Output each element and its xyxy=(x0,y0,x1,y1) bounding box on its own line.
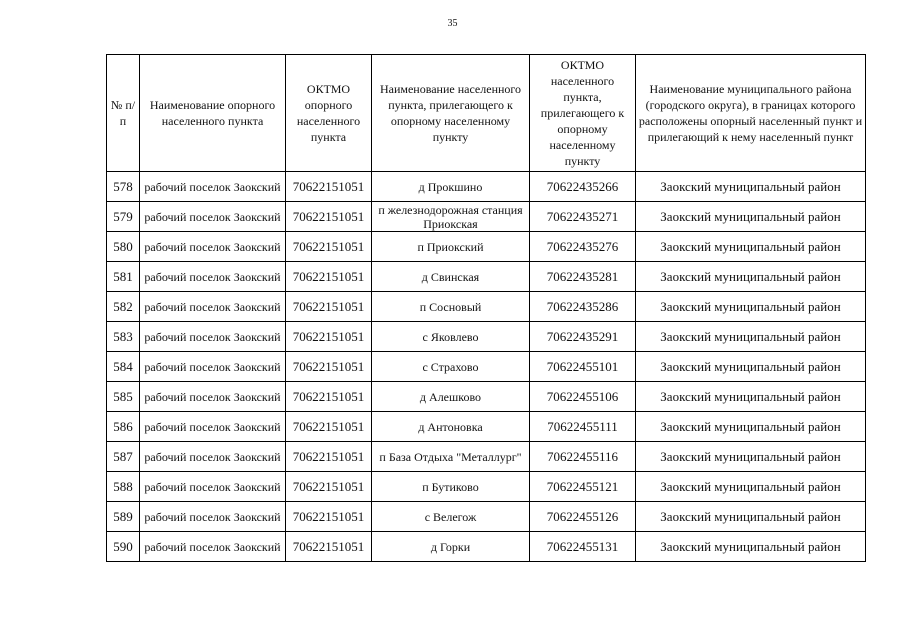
table-row xyxy=(107,502,866,532)
table-header-row xyxy=(107,55,866,172)
row-number: 585 xyxy=(107,382,140,412)
row-number: 582 xyxy=(107,292,140,322)
row-number: 587 xyxy=(107,442,140,472)
municipal-district-name: Заокский муниципальный район xyxy=(636,262,866,292)
reference-settlement-name: рабочий поселок Заокский xyxy=(140,412,286,442)
adjacent-settlement-oktmo: 70622435271 xyxy=(530,202,636,232)
row-number: 583 xyxy=(107,322,140,352)
reference-settlement-oktmo: 70622151051 xyxy=(286,442,372,472)
header-ref-name: Наименование опорного населенного пункта xyxy=(140,55,286,172)
municipal-district-name: Заокский муниципальный район xyxy=(636,232,866,262)
table-row xyxy=(107,442,866,472)
municipal-district-name: Заокский муниципальный район xyxy=(636,292,866,322)
reference-settlement-oktmo: 70622151051 xyxy=(286,292,372,322)
reference-settlement-oktmo: 70622151051 xyxy=(286,322,372,352)
reference-settlement-name: рабочий поселок Заокский xyxy=(140,442,286,472)
municipal-district-name: Заокский муниципальный район xyxy=(636,472,866,502)
reference-settlement-name: рабочий поселок Заокский xyxy=(140,382,286,412)
table-row xyxy=(107,232,866,262)
row-number: 588 xyxy=(107,472,140,502)
header-ref-oktmo: ОКТМО опорного населенного пункта xyxy=(286,55,372,172)
table-row xyxy=(107,532,866,562)
adjacent-settlement-oktmo: 70622455106 xyxy=(530,382,636,412)
row-number: 578 xyxy=(107,172,140,202)
adjacent-settlement-name: п Бутиково xyxy=(372,472,530,502)
reference-settlement-name: рабочий поселок Заокский xyxy=(140,232,286,262)
table-row xyxy=(107,352,866,382)
reference-settlement-oktmo: 70622151051 xyxy=(286,502,372,532)
row-number: 589 xyxy=(107,502,140,532)
table-row xyxy=(107,292,866,322)
table-row xyxy=(107,202,866,232)
adjacent-settlement-name: д Горки xyxy=(372,532,530,562)
table-row xyxy=(107,172,866,202)
reference-settlement-oktmo: 70622151051 xyxy=(286,262,372,292)
reference-settlement-oktmo: 70622151051 xyxy=(286,382,372,412)
reference-settlement-oktmo: 70622151051 xyxy=(286,352,372,382)
adjacent-settlement-name: с Яковлево xyxy=(372,322,530,352)
municipal-district-name: Заокский муниципальный район xyxy=(636,382,866,412)
reference-settlement-oktmo: 70622151051 xyxy=(286,412,372,442)
adjacent-settlement-oktmo: 70622455101 xyxy=(530,352,636,382)
reference-settlement-name: рабочий поселок Заокский xyxy=(140,292,286,322)
reference-settlement-name: рабочий поселок Заокский xyxy=(140,172,286,202)
reference-settlement-name: рабочий поселок Заокский xyxy=(140,532,286,562)
reference-settlement-oktmo: 70622151051 xyxy=(286,172,372,202)
municipal-district-name: Заокский муниципальный район xyxy=(636,442,866,472)
reference-settlement-name: рабочий поселок Заокский xyxy=(140,202,286,232)
settlements-table xyxy=(106,54,866,562)
adjacent-settlement-name: д Алешково xyxy=(372,382,530,412)
reference-settlement-name: рабочий поселок Заокский xyxy=(140,262,286,292)
adjacent-settlement-name: с Страхово xyxy=(372,352,530,382)
adjacent-settlement-name: п База Отдыха "Металлург" xyxy=(372,442,530,472)
table-row xyxy=(107,472,866,502)
row-number: 584 xyxy=(107,352,140,382)
municipal-district-name: Заокский муниципальный район xyxy=(636,532,866,562)
adjacent-settlement-oktmo: 70622435286 xyxy=(530,292,636,322)
row-number: 581 xyxy=(107,262,140,292)
row-number: 586 xyxy=(107,412,140,442)
table-row xyxy=(107,412,866,442)
adjacent-settlement-oktmo: 70622455116 xyxy=(530,442,636,472)
header-near-name: Наименование населенного пункта, прилегающего к опорному населенному пункту xyxy=(372,55,530,172)
reference-settlement-name: рабочий поселок Заокский xyxy=(140,352,286,382)
adjacent-settlement-oktmo: 70622435276 xyxy=(530,232,636,262)
reference-settlement-name: рабочий поселок Заокский xyxy=(140,472,286,502)
adjacent-settlement-oktmo: 70622455111 xyxy=(530,412,636,442)
page-number: 35 xyxy=(447,18,458,29)
adjacent-settlement-name: п железнодорожная станция Приокская xyxy=(372,202,530,232)
table-row xyxy=(107,382,866,412)
adjacent-settlement-name: п Приокский xyxy=(372,232,530,262)
table-row xyxy=(107,262,866,292)
header-district: Наименование муниципального района (городского округа), в границах которого расположены опорный населенный пункт и прилегающий к нему населенный пункт xyxy=(636,55,866,172)
header-near-oktmo: ОКТМО населенного пункта, прилегающего к опорному населенному пункту xyxy=(530,55,636,172)
adjacent-settlement-oktmo: 70622455126 xyxy=(530,502,636,532)
reference-settlement-oktmo: 70622151051 xyxy=(286,532,372,562)
municipal-district-name: Заокский муниципальный район xyxy=(636,202,866,232)
adjacent-settlement-name: с Велегож xyxy=(372,502,530,532)
reference-settlement-name: рабочий поселок Заокский xyxy=(140,502,286,532)
row-number: 590 xyxy=(107,532,140,562)
table-row xyxy=(107,322,866,352)
row-number: 580 xyxy=(107,232,140,262)
municipal-district-name: Заокский муниципальный район xyxy=(636,352,866,382)
reference-settlement-name: рабочий поселок Заокский xyxy=(140,322,286,352)
reference-settlement-oktmo: 70622151051 xyxy=(286,232,372,262)
header-num: № п/п xyxy=(107,55,140,172)
adjacent-settlement-name: д Свинская xyxy=(372,262,530,292)
municipal-district-name: Заокский муниципальный район xyxy=(636,412,866,442)
row-number: 579 xyxy=(107,202,140,232)
reference-settlement-oktmo: 70622151051 xyxy=(286,472,372,502)
adjacent-settlement-oktmo: 70622435291 xyxy=(530,322,636,352)
adjacent-settlement-oktmo: 70622435266 xyxy=(530,172,636,202)
adjacent-settlement-oktmo: 70622455131 xyxy=(530,532,636,562)
adjacent-settlement-oktmo: 70622435281 xyxy=(530,262,636,292)
municipal-district-name: Заокский муниципальный район xyxy=(636,322,866,352)
adjacent-settlement-name: д Прокшино xyxy=(372,172,530,202)
reference-settlement-oktmo: 70622151051 xyxy=(286,202,372,232)
municipal-district-name: Заокский муниципальный район xyxy=(636,172,866,202)
municipal-district-name: Заокский муниципальный район xyxy=(636,502,866,532)
adjacent-settlement-oktmo: 70622455121 xyxy=(530,472,636,502)
adjacent-settlement-name: д Антоновка xyxy=(372,412,530,442)
adjacent-settlement-name: п Сосновый xyxy=(372,292,530,322)
